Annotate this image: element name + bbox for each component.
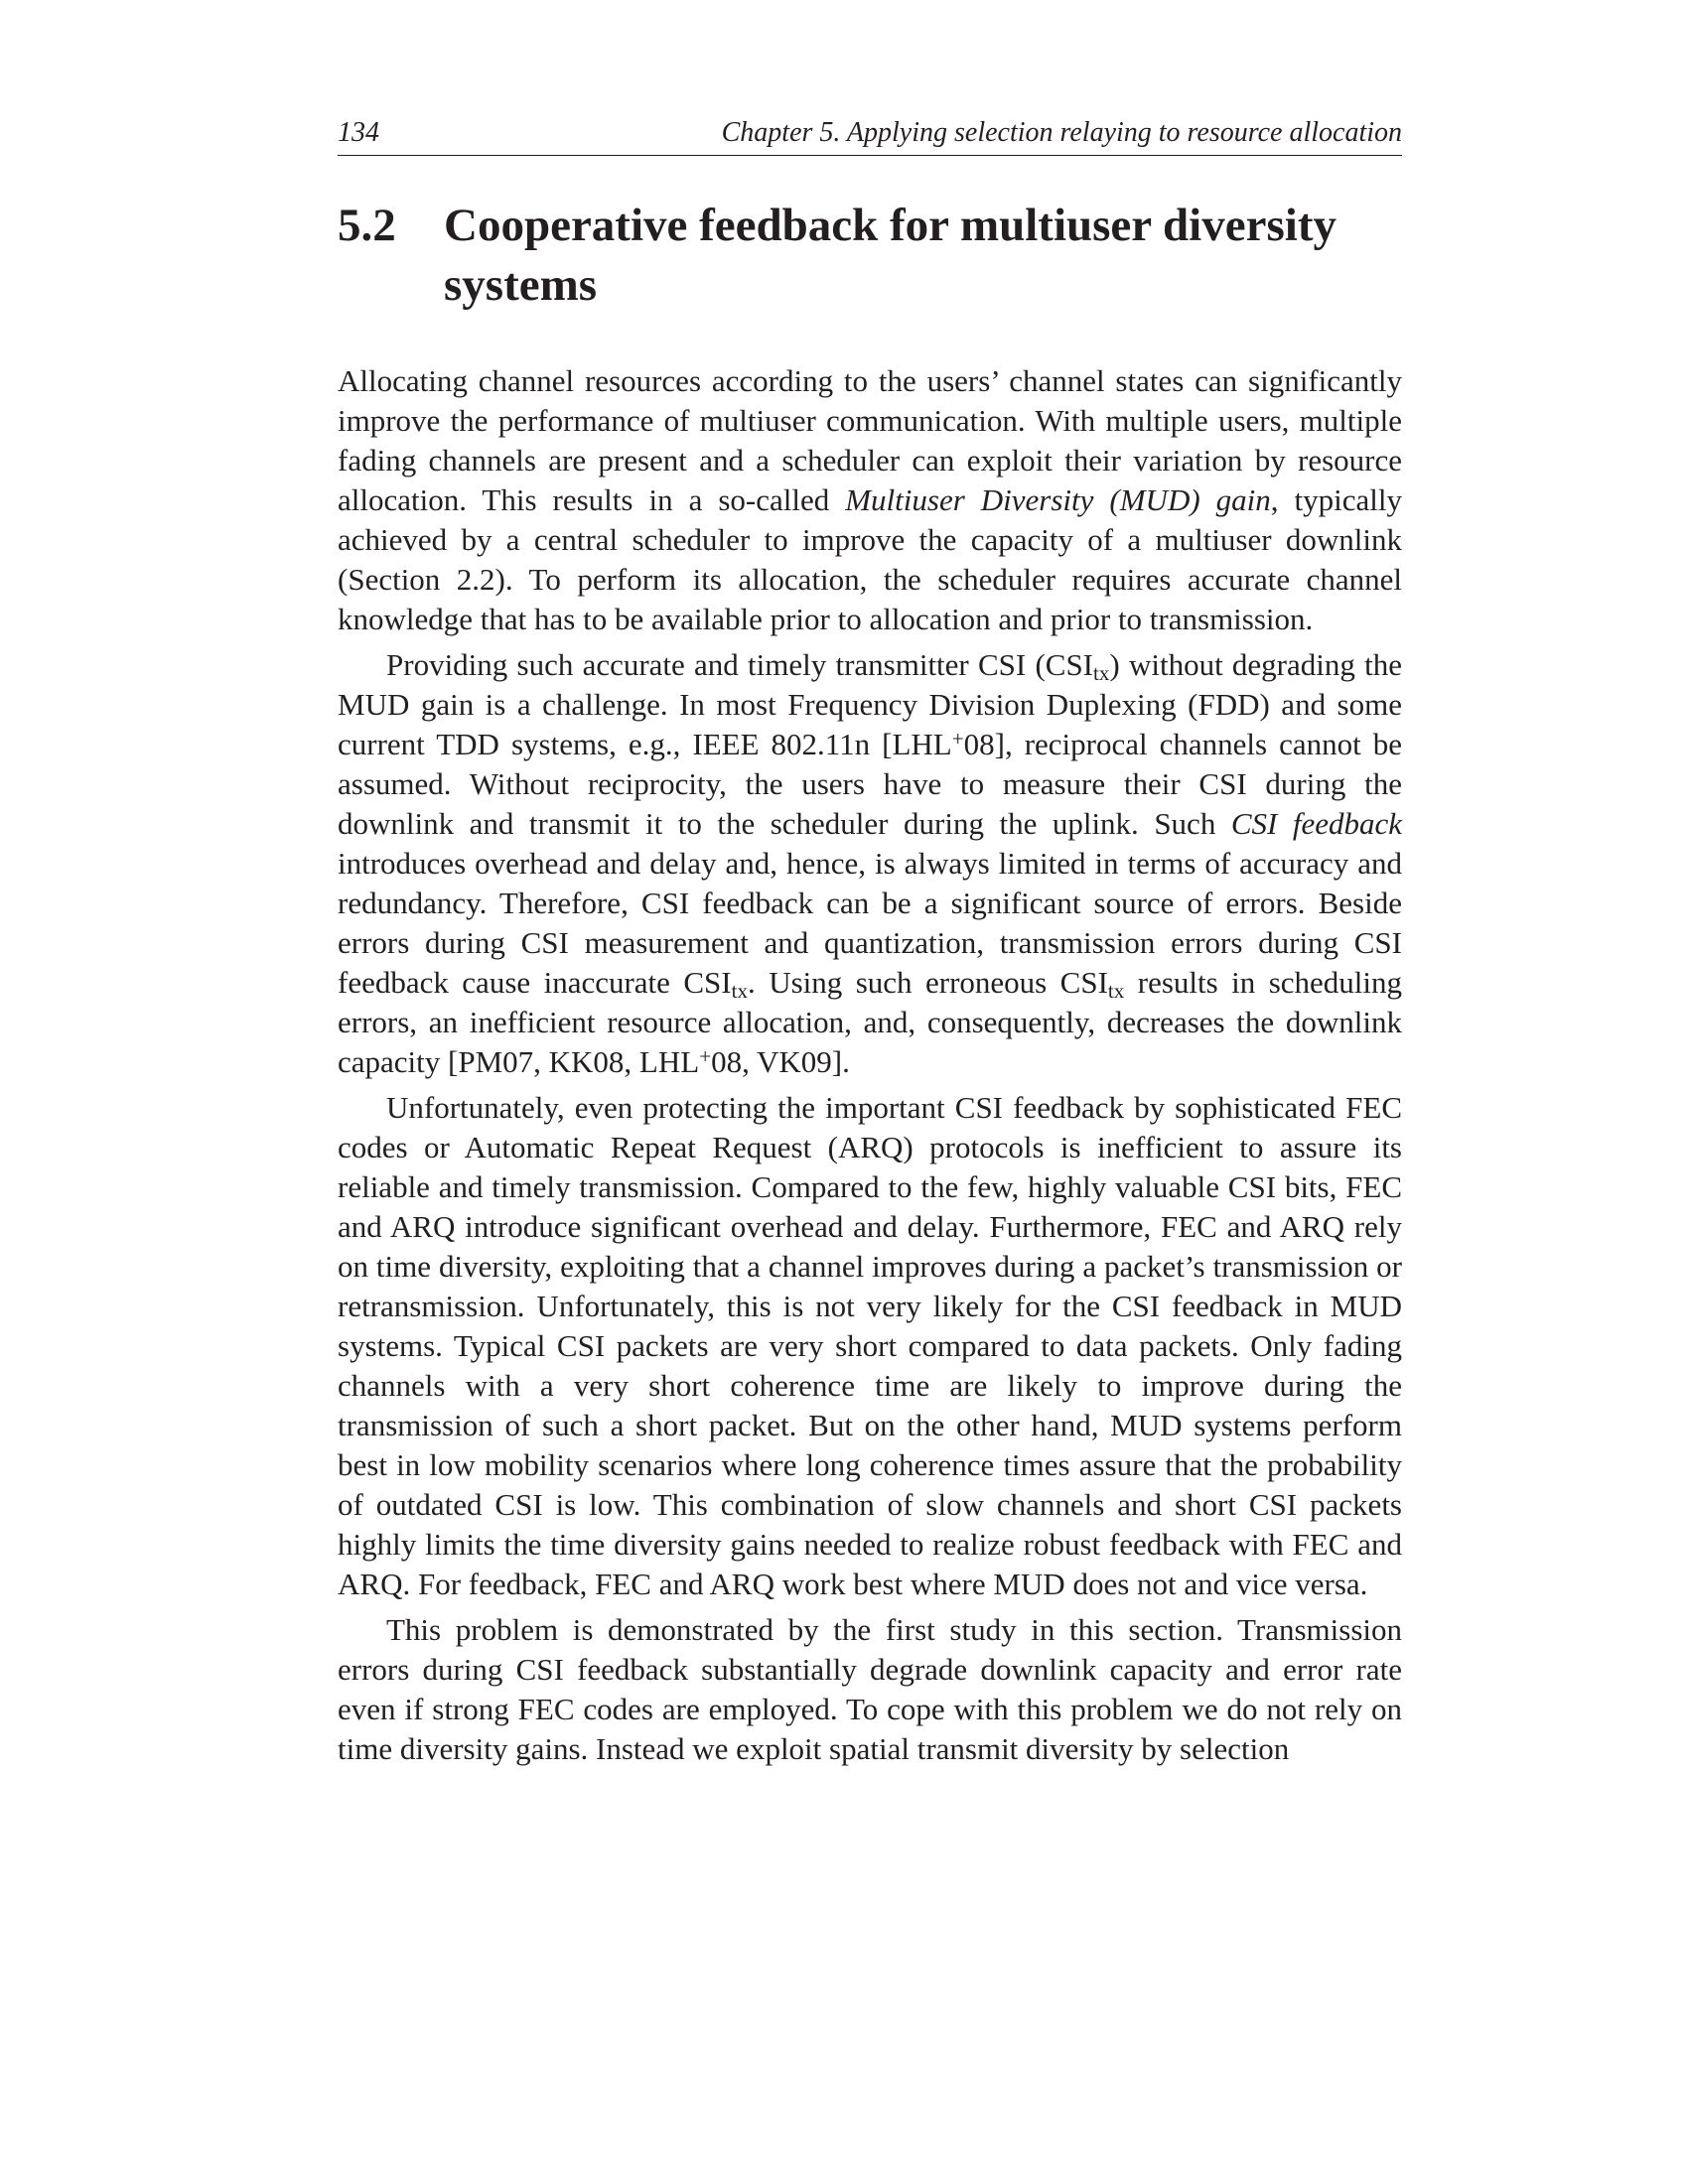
paragraph-4: This problem is demonstrated by the first study in this section. Transmission errors during CSI feedback substantially degrade downlink capacity and error rate even if strong FEC codes are employed. To cope with this problem we do not rely on time diversity gains. Instead we exploit spatial transmit diversity by selection	[338, 1612, 1402, 1766]
section-title: Cooperative feedback for multiuser diversity systems	[444, 200, 1336, 311]
body-text	[338, 361, 1402, 1769]
emphasis-mud-gain: Multiuser Diversity (MUD) gain	[845, 482, 1271, 517]
chapter-title: Chapter 5. Applying selection relaying to resource allocation	[721, 117, 1402, 148]
running-header	[338, 119, 1402, 156]
paragraph-3: Unfortunately, even protecting the important CSI feedback by sophisticated FEC codes or Automatic Repeat Request (ARQ) protocols is inefficient to assure its reliable and timely transmission. Compared to the few, highly valuable CSI bits, FEC and ARQ introduce significant overhead and delay. Furthermore, FEC and ARQ rely on time diversity, exploiting that a channel improves during a packet’s transmission or retransmission. Unfortunately, this is not very likely for the CSI feedback in MUD systems. Typical CSI packets are very short compared to data packets. Only fading channels with a very short coherence time are likely to improve during the transmission of such a short packet. But on the other hand, MUD systems perform best in low mobility scenarios where long coherence times assure that the probability of outdated CSI is low. This combination of slow channels and short CSI packets highly limits the time diversity gains needed to realize robust feedback with FEC and ARQ. For feedback, FEC and ARQ work best where MUD does not and vice versa.	[338, 1090, 1402, 1601]
page	[338, 119, 1402, 1775]
paragraph-1: Allocating channel resources according to the users’ channel states can significantly improve the performance of multiuser communication. With multiple users, multiple fading channels are present and a scheduler can exploit their variation by resource allocation. This results in a so-called Multiuser Diversity (MUD) gain, typically achieved by a central scheduler to improve the capacity of a multiuser downlink (Section 2.2). To perform its allocation, the scheduler requires accurate channel knowledge that has to be available prior to allocation and prior to transmission.	[338, 363, 1402, 636]
section-number: 5.2	[338, 200, 396, 251]
paragraph-2: Providing such accurate and timely transmitter CSI $(CSI_{tx})$ without degrading the MUD gain is a challenge. In most Frequency Division Duplexing (FDD) and some current TDD systems, e.g., IEEE 802.11n [LHL+08], reciprocal channels cannot be assumed. Without reciprocity, the users have to measure their CSI during the downlink and transmit it to the scheduler during the uplink. Such CSI feedback introduces overhead and delay and, hence, is always limited in terms of accuracy and redundancy. Therefore, CSI feedback can be a significant source of errors. Beside errors during CSI measurement and quantization, transmission errors during CSI feedback cause inaccurate $CSI_{tx}$. Using such erroneous $CSI_{tx}$ results in scheduling errors, an inefficient resource allocation, and, consequently, decreases the downlink capacity [PM07, KK08, LHL+08, VK09].	[338, 647, 1403, 1079]
page-number: 134	[338, 117, 379, 148]
emphasis-csi-feedback: CSI feedback	[1230, 806, 1402, 841]
section-heading	[338, 196, 1402, 315]
